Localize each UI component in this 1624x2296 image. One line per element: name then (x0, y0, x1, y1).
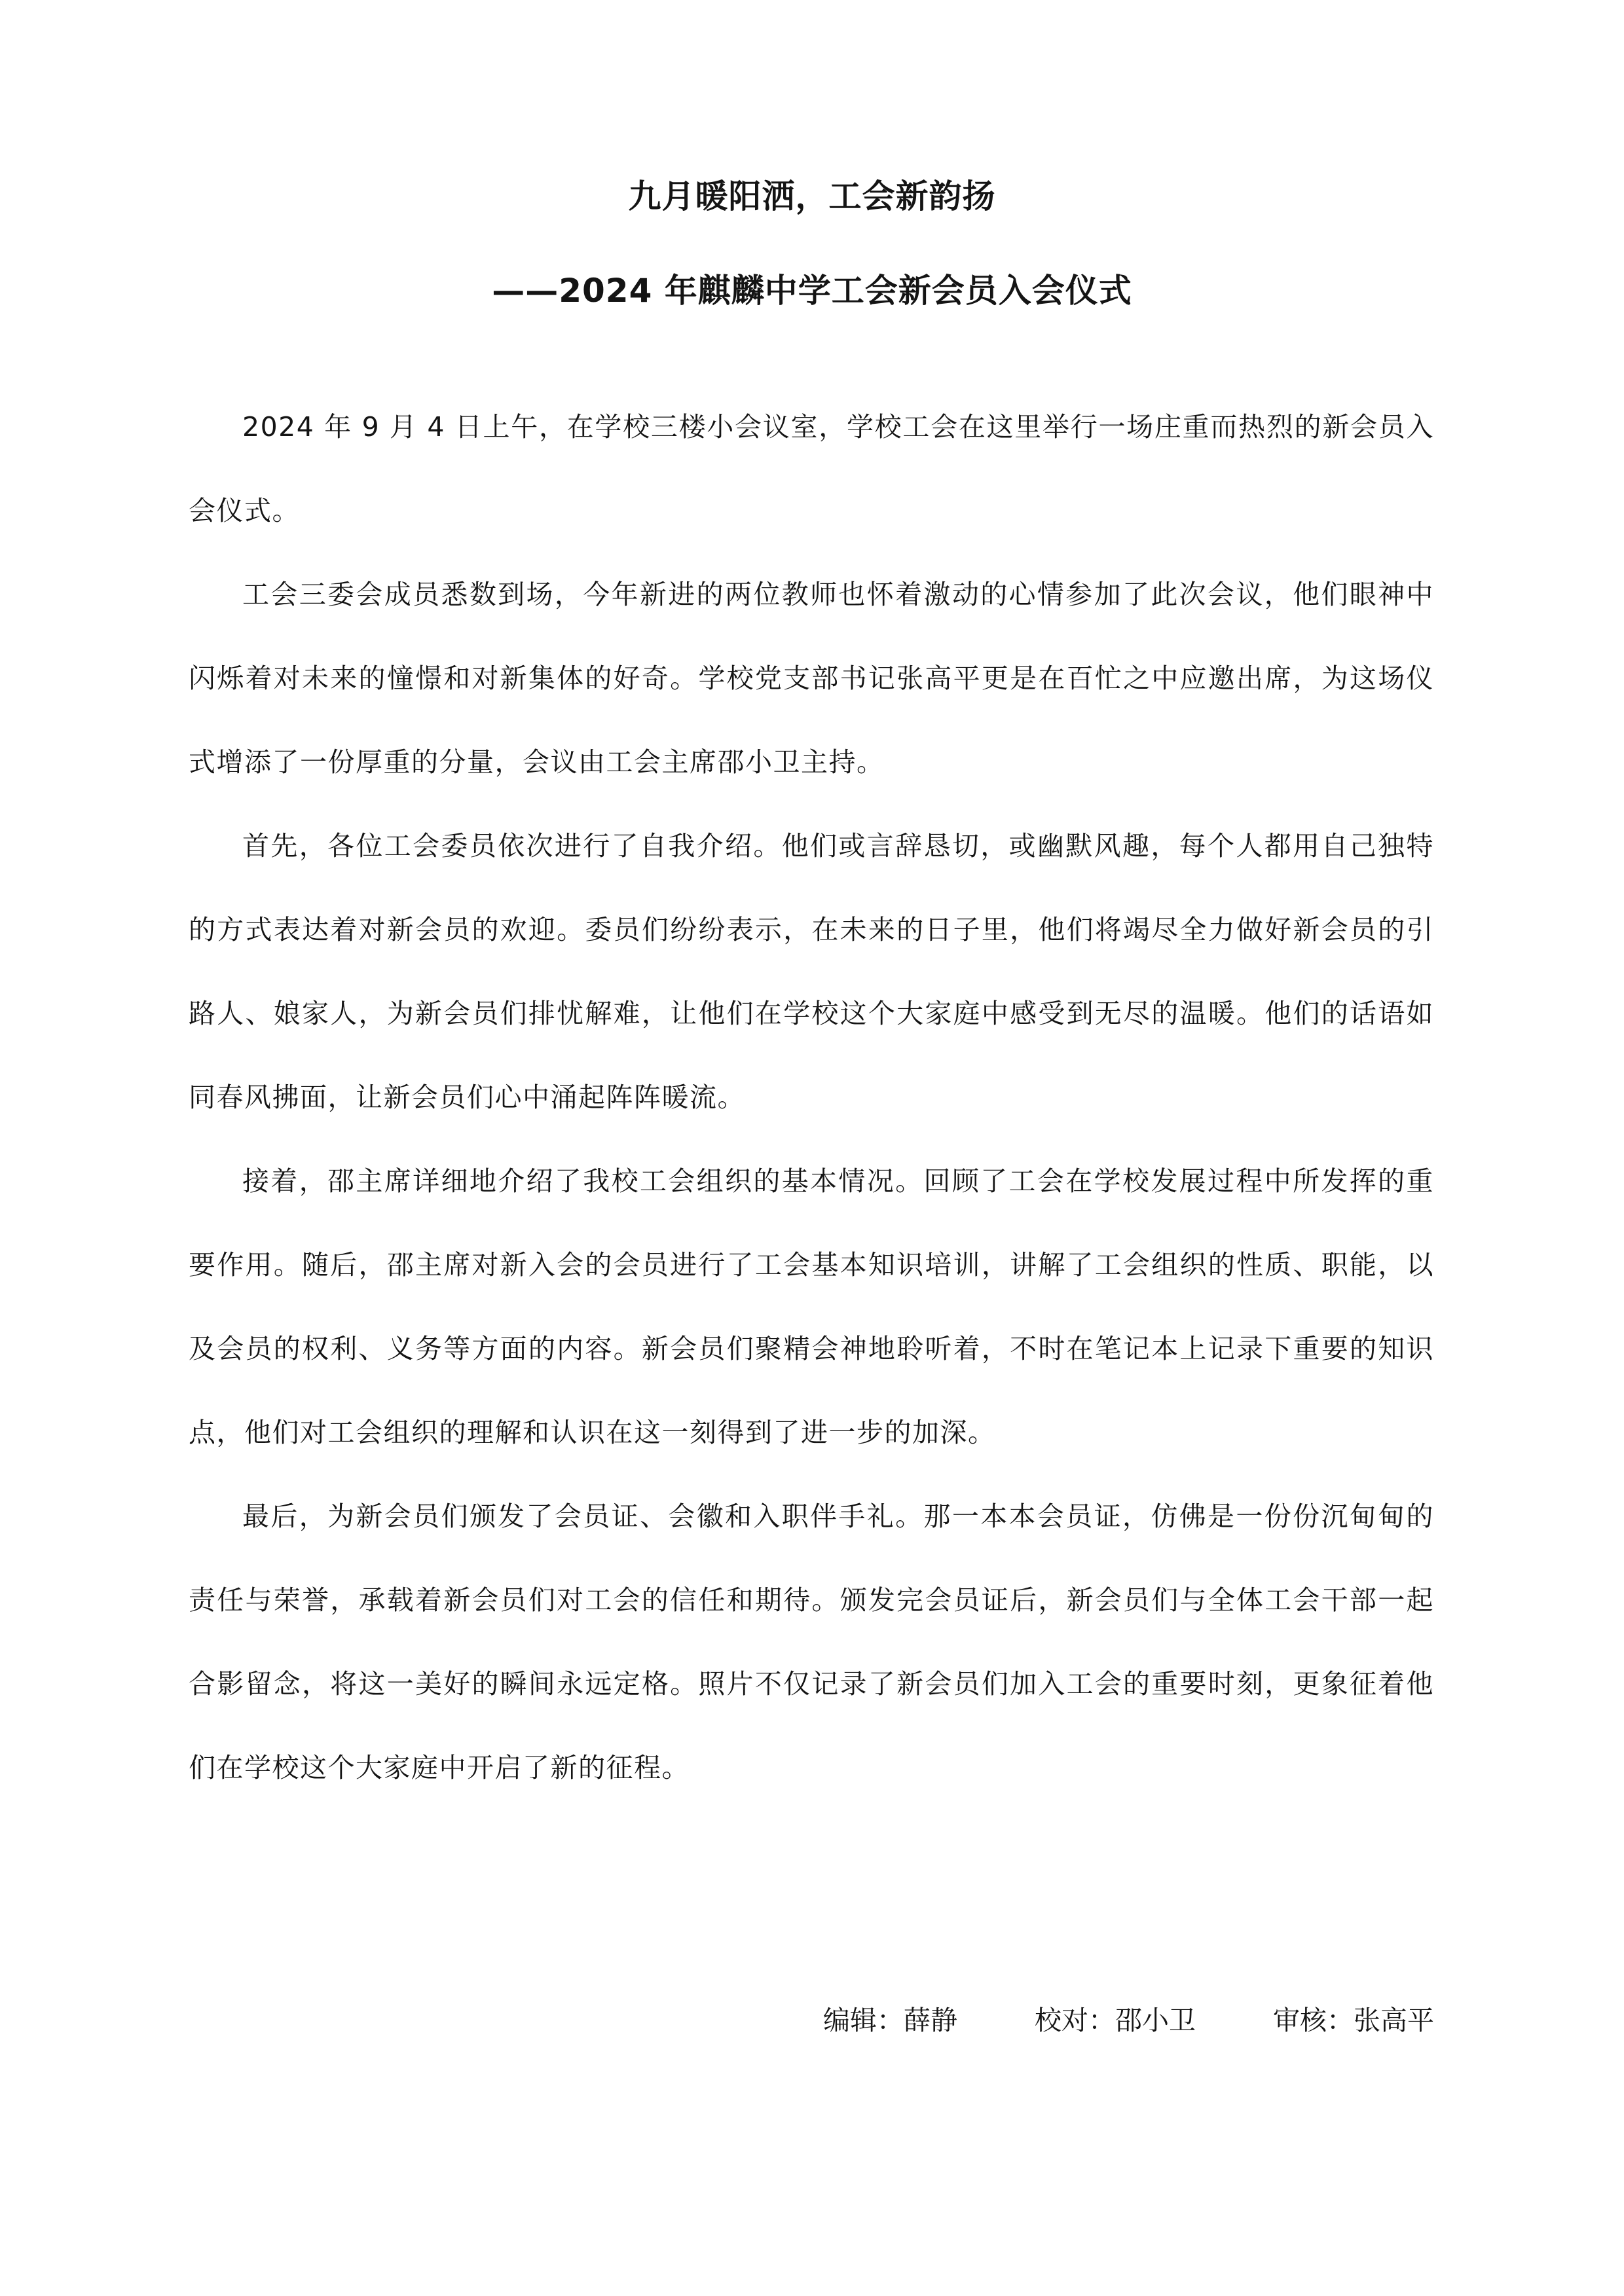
reviewer-credit: 审核：张高平 (1273, 2005, 1434, 2036)
title-block (189, 165, 1435, 322)
paragraph-5: 最后，为新会员们颁发了会员证、会徽和入职伴手礼。那一本本会员证，仿佛是一份份沉甸甸的责任与荣誉，承载着新会员们对工会的信任和期待。颁发完会员证后，新会员们与全体工会干部一起合影留念，将这一美好的瞬间永远定格。照片不仅记录了新会员们加入工会的重要时刻，更象征着他们在学校这个大家庭中开启了新的征程。 (189, 1501, 1434, 1783)
credits-line (823, 1989, 1434, 2052)
page-subtitle: ——2024 年麒麟中学工会新会员入会仪式 (492, 272, 1132, 310)
proofreader-credit: 校对：邵小卫 (1035, 2005, 1196, 2036)
paragraph-2: 工会三委会成员悉数到场，今年新进的两位教师也怀着激动的心情参加了此次会议，他们眼神中闪烁着对未来的憧憬和对新集体的好奇。学校党支部书记张高平更是在百忙之中应邀出席，为这场仪式增添了一份厚重的分量，会议由工会主席邵小卫主持。 (189, 579, 1434, 778)
article-body (189, 385, 1434, 1810)
paragraph-3: 首先，各位工会委员依次进行了自我介绍。他们或言辞恳切，或幽默风趣，每个人都用自己独特的方式表达着对新会员的欢迎。委员们纷纷表示，在未来的日子里，他们将竭尽全力做好新会员的引路人、娘家人，为新会员们排忧解难，让他们在学校这个大家庭中感受到无尽的温暖。他们的话语如同春风拂面，让新会员们心中涌起阵阵暖流。 (189, 830, 1434, 1113)
editor-credit: 编辑：薛静 (823, 2005, 957, 2036)
paragraph-4: 接着，邵主席详细地介绍了我校工会组织的基本情况。回顾了工会在学校发展过程中所发挥的重要作用。随后，邵主席对新入会的会员进行了工会基本知识培训，讲解了工会组织的性质、职能，以及会员的权利、义务等方面的内容。新会员们聚精会神地聆听着，不时在笔记本上记录下重要的知识点，他们对工会组织的理解和认识在这一刻得到了进一步的加深。 (189, 1165, 1434, 1448)
paragraph-1: 2024 年 9 月 4 日上午，在学校三楼小会议室，学校工会在这里举行一场庄重而热烈的新会员入会仪式。 (189, 411, 1434, 526)
page-title: 九月暖阳洒，工会新韵扬 (628, 177, 996, 215)
